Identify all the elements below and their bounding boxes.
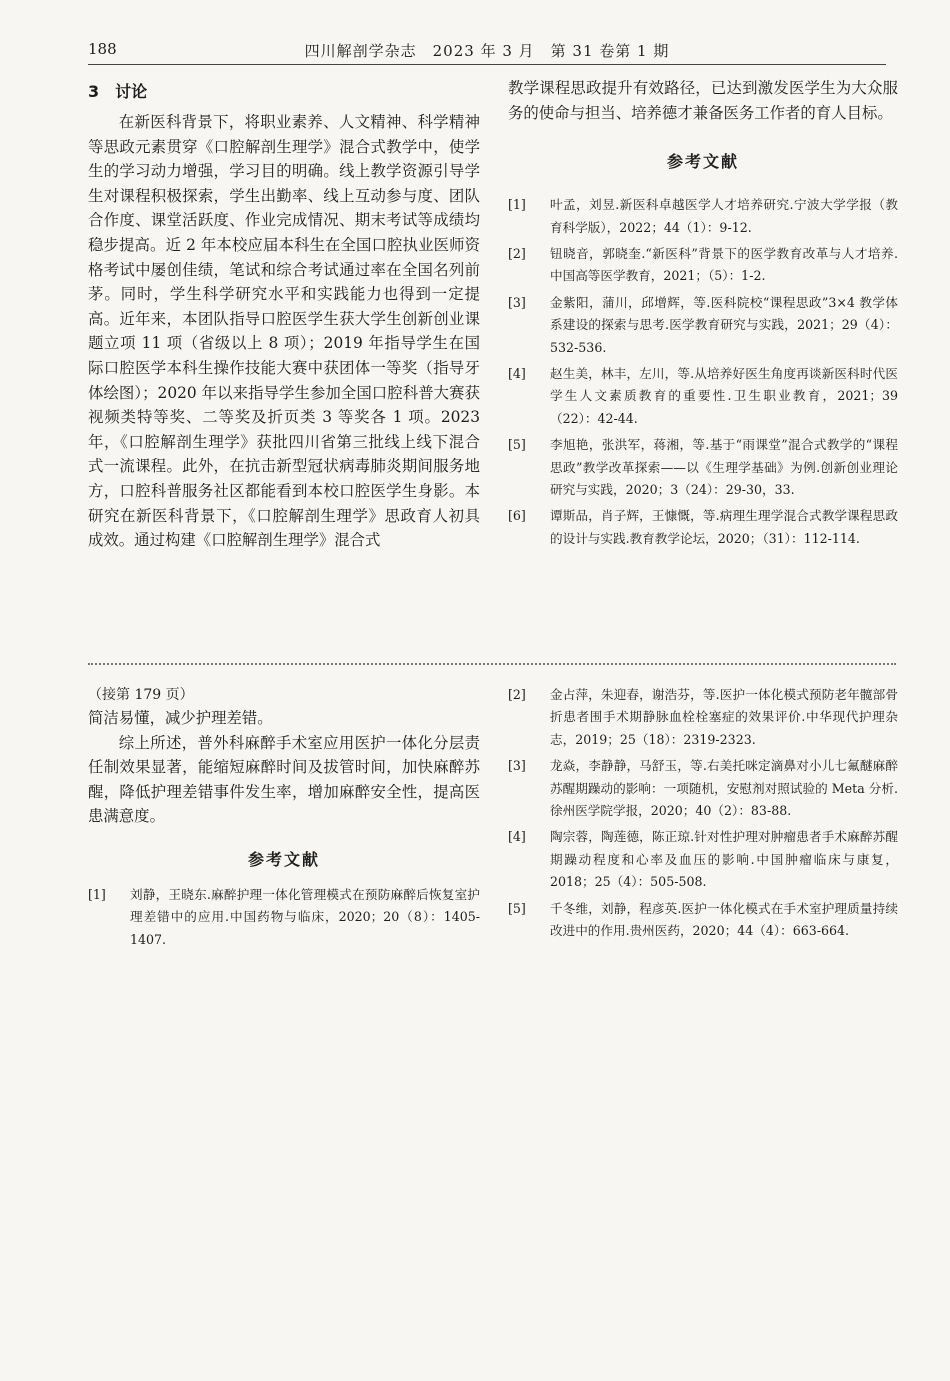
reference-number: [5]: [508, 900, 526, 916]
reference-item: [508, 755, 898, 822]
bottom-references-title: 参考文献: [247, 849, 320, 869]
reference-item: [508, 292, 898, 359]
reference-number: [3]: [508, 294, 526, 310]
reference-number: [3]: [508, 758, 526, 774]
reference-item: [88, 884, 480, 951]
article-divider: [88, 663, 896, 665]
discussion-column: [88, 80, 480, 553]
reference-number: [5]: [508, 437, 526, 453]
reference-text: 钮晓音，郭晓奎.“新医科”背景下的医学教育改革与人才培养.中国高等医学教育，2021；（5）：1-2.: [550, 246, 898, 284]
reference-item: [508, 434, 898, 501]
reference-number: [4]: [508, 366, 526, 382]
references-list: [508, 194, 898, 550]
reference-text: 龙焱，李静静，马舒玉，等.右美托咪定滴鼻对小儿七氟醚麻醉苏醒期躁动的影响：一项随机，安慰剂对照试验的 Meta 分析.徐州医学院学报，2020；40（2）：83-88.: [550, 758, 898, 819]
bottom-line: 简洁易懂，减少护理差错。: [88, 709, 273, 727]
reference-number: [1]: [88, 886, 106, 902]
reference-text: 陶宗蓉，陶莲德，陈正琼.针对性护理对肿瘤患者手术麻醉苏醒期躁动程度和心率及血压的影响.中国肿瘤临床与康复，2018；25（4）：505-508.: [550, 829, 898, 890]
reference-text: 谭斯品，肖子辉，王慷慨，等.病理生理学混合式教学课程思政的设计与实践.教育教学论坛，2020；（31）：112-114.: [550, 508, 898, 546]
reference-item: [508, 898, 898, 943]
reference-number: [2]: [508, 246, 526, 261]
reference-text: 千冬维，刘静，程彦英.医护一体化模式在手术室护理质量持续改进中的作用.贵州医药，2020；44（4）：663-664.: [550, 900, 898, 939]
reference-item: [508, 243, 898, 288]
reference-text: 李旭艳，张洪军，蒋湘，等.基于“雨课堂”混合式教学的“课程思政”教学改革探索——以《生理学基础》为例.创新创业理论研究与实践，2020；3（24）：29-30，33.: [550, 437, 898, 498]
discussion-continuation: 教学课程思政提升有效路径，已达到激发医学生为大众服务的使命与担当、培养德才兼备医务工作者的育人目标。: [508, 79, 898, 122]
discussion-paragraph: 在新医科背景下，将职业素养、人文精神、科学精神等思政元素贯穿《口腔解剖生理学》混合式教学中，使学生的学习动力增强，学习目的明确。线上教学资源引导学生对课程积极探索，学生出勤率、线上互动参与度、团队合作度、课堂活跃度、作业完成情况、期末考试等成绩均稳步提高。近 2 年本校应届本科生在全国口腔执业医师资格考试中屡创佳绩，笔试和综合考试通过率在全国名列前茅。同时，学生科学研究水平和实践能力也得到一定提高。近年来，本团队指导口腔医学生获大学生创新创业课题立项 11 项（省级以上 8 项）；2019 年指导学生在国际口腔医学本科生操作技能大赛中获团体一等奖（指导牙体绘图）；2020 年以来指导学生参加全国口腔科普大赛获视频类特等奖、二等奖及折页类 3 等奖各 1 项。2023 年，《口腔解剖生理学》获批四川省第三批线上线下混合式一流课程。此外，在抗击新型冠状病毒肺炎期间服务地方，口腔科普服务社区都能看到本校口腔医学生身影。本研究在新医科背景下，《口腔解剖生理学》思政育人初具成效。通过构建《口腔解剖生理学》混合式: [88, 113, 480, 550]
reference-number: [4]: [508, 829, 526, 845]
reference-number: [6]: [508, 508, 526, 524]
reference-item: [508, 505, 898, 550]
reference-text: 金紫阳，蒲川，邱增辉，等.医科院校“课程思政”3×4 教学体系建设的探索与思考.医学教育研究与实践，2021；29（4）：532-536.: [550, 294, 898, 355]
bottom-paragraph: 综上所述，普外科麻醉手术室应用医护一体化分层责任制效果显著，能缩短麻醉时间及拔管时间，加快麻醉苏醒，降低护理差错事件发生率，增加麻醉安全性，提高医患满意度。: [88, 733, 480, 826]
reference-text: 刘静，王晓东.麻醉护理一体化管理模式在预防麻醉后恢复室护理差错中的应用.中国药物与临床，2020；20（8）：1405-1407.: [130, 886, 480, 947]
reference-text: 叶孟，刘昱.新医科卓越医学人才培养研究.宁波大学学报（教育科学版），2022；44（1）：9-12.: [550, 197, 898, 235]
reference-number: [2]: [508, 687, 526, 702]
bottom-article-column: [88, 684, 480, 955]
reference-item: [508, 194, 898, 239]
page-header: [88, 36, 886, 65]
reference-item: [508, 363, 898, 430]
reference-item: [508, 826, 898, 893]
reference-text: 金占萍，朱迎春，谢浩芬，等.医护一体化模式预防老年髋部骨折患者围手术期静脉血栓栓塞症的效果评价.中华现代护理杂志，2019；25（18）：2319-2323.: [550, 687, 898, 747]
reference-text: 赵生美，林丰，左川，等.从培养好医生角度再谈新医科时代医学生人文素质教育的重要性.卫生职业教育，2021；39（22）：42-44.: [550, 366, 898, 426]
discussion-heading: 3 讨论: [88, 82, 148, 101]
reference-number: [1]: [508, 197, 526, 213]
references-title: 参考文献: [666, 152, 739, 172]
continued-from-note: （接第 179 页）: [88, 687, 194, 703]
page-number: 188: [88, 40, 117, 58]
bottom-references-right: [508, 684, 898, 946]
reference-item: [508, 684, 898, 751]
journal-info: 四川解剖学杂志 2023 年 3 月 第 31 卷第 1 期: [304, 42, 670, 60]
right-column-top: [508, 76, 898, 554]
